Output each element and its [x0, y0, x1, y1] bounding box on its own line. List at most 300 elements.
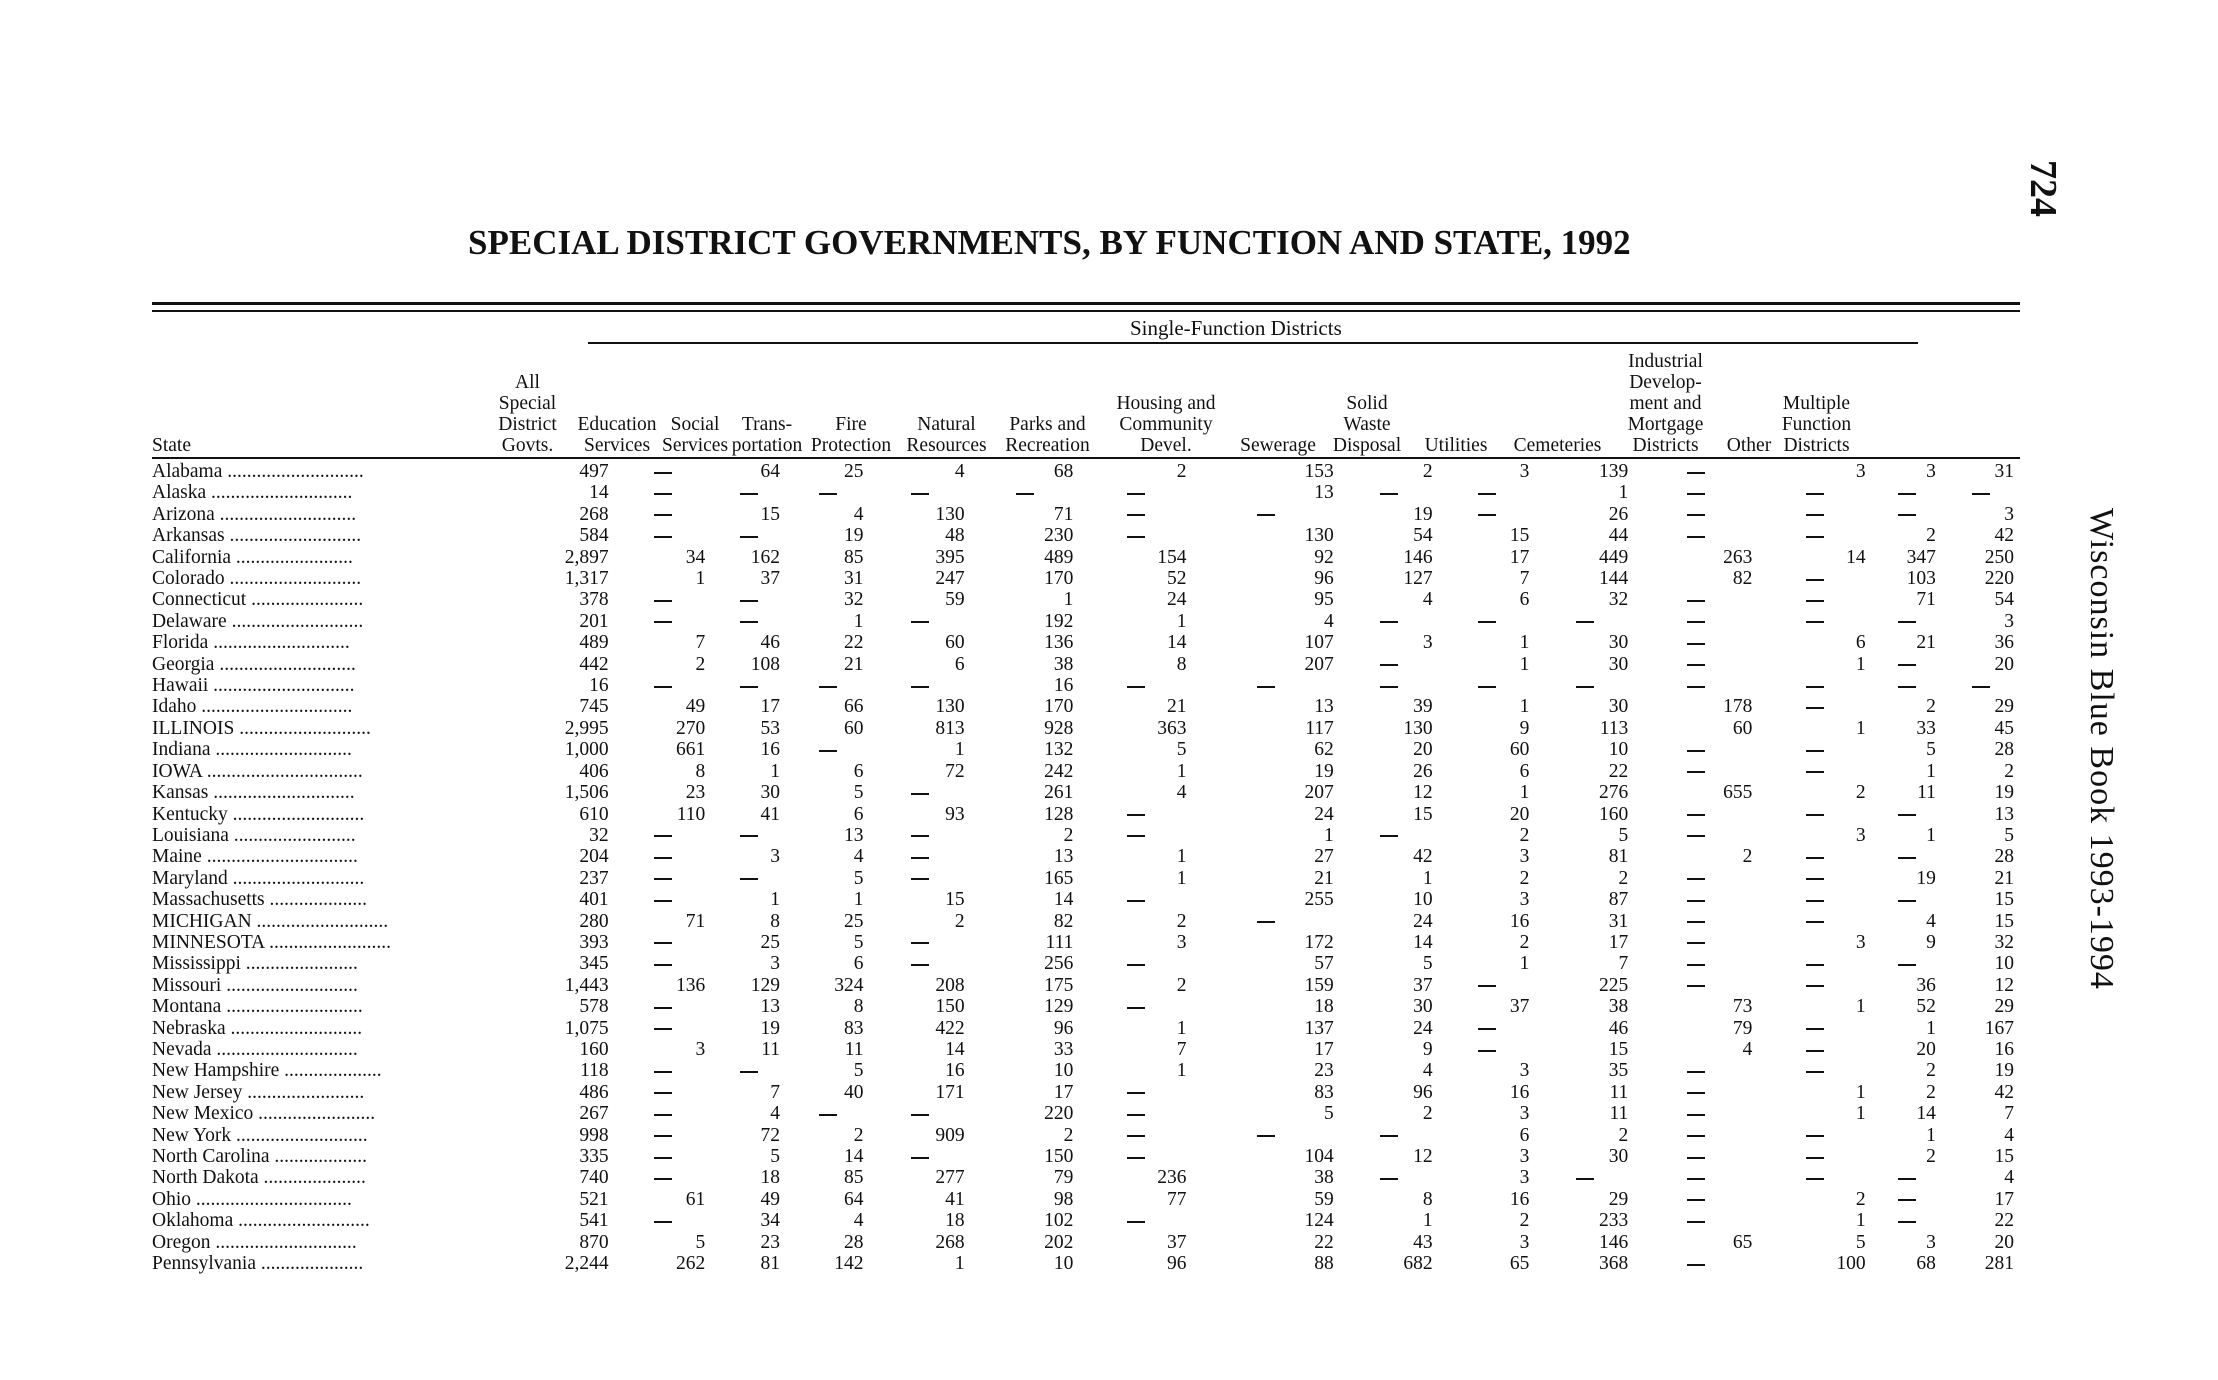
header-line: Special	[498, 393, 557, 414]
cell-education: 49	[685, 696, 706, 718]
dash-mark	[1687, 921, 1705, 923]
cell-utilities: 22	[1608, 760, 1629, 782]
cell-natural-resources: 1	[1063, 589, 1074, 611]
cell-utilities: 15	[1608, 1038, 1629, 1060]
cell-all-special: 280	[579, 910, 609, 932]
table-row	[152, 1189, 2020, 1210]
cell-fire: 130	[935, 503, 965, 525]
cell-industrial	[1758, 739, 1871, 760]
table-row	[152, 911, 2020, 932]
cell-education: 661	[676, 739, 706, 761]
state-name: Connecticut .......................	[152, 589, 364, 611]
dash-mark	[1806, 900, 1824, 902]
cell-education	[615, 996, 712, 1017]
cell-parks	[1079, 1146, 1192, 1167]
cell-solid-waste: 3	[1519, 889, 1530, 911]
cell-cemeteries	[1634, 911, 1758, 932]
cell-all-special: 442	[579, 653, 609, 675]
cell-transportation: 13	[844, 824, 864, 846]
cell-natural-resources: 175	[1044, 974, 1074, 996]
state-name: Missouri ...........................	[152, 974, 358, 996]
cell-cemeteries	[1634, 868, 1758, 889]
header-line: Devel.	[1140, 435, 1192, 456]
dash-mark	[1806, 985, 1824, 987]
cell-transportation: 324	[834, 974, 864, 996]
cell-transportation: 142	[834, 1253, 864, 1275]
dash-mark	[1806, 579, 1824, 581]
dash-mark	[1806, 600, 1824, 602]
cell-multiple: 45	[1994, 717, 2014, 739]
table-row	[152, 718, 2020, 739]
dash-mark	[1380, 1178, 1398, 1180]
cell-multiple: 42	[1994, 525, 2014, 547]
cell-cemeteries	[1634, 889, 1758, 910]
state-name: Delaware ...........................	[152, 610, 364, 632]
cell-parks: 14	[1167, 632, 1187, 654]
cell-multiple: 13	[1994, 803, 2014, 825]
cell-other: 2	[1926, 1060, 1936, 1082]
cell-utilities: 449	[1598, 546, 1629, 568]
header-line: Function	[1781, 414, 1852, 435]
table-row	[152, 675, 2020, 696]
cell-social: 34	[760, 1210, 780, 1232]
cell-multiple: 20	[1994, 653, 2014, 675]
cell-education: 3	[695, 1038, 706, 1060]
cell-other: 2	[1926, 696, 1936, 718]
cell-solid-waste: 2	[1519, 824, 1530, 846]
cell-parks	[1079, 525, 1192, 546]
state-name: Pennsylvania .....................	[152, 1253, 364, 1275]
cell-sewerage: 14	[1413, 931, 1433, 953]
cell-social: 15	[760, 503, 780, 525]
dash-mark	[654, 857, 672, 859]
header-cemeteries	[1501, 344, 1614, 456]
cell-other: 4	[1926, 910, 1936, 932]
cell-education	[615, 1082, 712, 1103]
table-row	[152, 975, 2020, 996]
cell-all-special: 745	[579, 696, 609, 718]
dash-mark	[911, 964, 929, 966]
dash-mark	[1016, 493, 1034, 495]
dash-mark	[1898, 964, 1916, 966]
cell-solid-waste: 37	[1509, 996, 1530, 1018]
cell-utilities: 38	[1608, 996, 1629, 1018]
cell-all-special: 237	[579, 867, 609, 889]
cell-cemeteries	[1634, 654, 1758, 675]
state-name: Florida ............................	[152, 632, 350, 654]
dash-mark	[654, 621, 672, 623]
cell-housing	[1193, 911, 1340, 932]
cell-utilities: 2	[1618, 1124, 1629, 1146]
cell-natural-resources: 928	[1044, 717, 1074, 739]
cell-natural-resources: 128	[1044, 803, 1074, 825]
cell-natural-resources: 96	[1053, 1017, 1074, 1039]
dash-mark	[654, 472, 672, 474]
header-multiple	[1781, 344, 1852, 456]
cell-transportation: 5	[853, 782, 864, 804]
cell-housing: 13	[1314, 482, 1334, 504]
cell-natural-resources: 242	[1044, 760, 1074, 782]
header-line: Services	[661, 435, 729, 456]
cell-solid-waste	[1439, 975, 1536, 996]
cell-solid-waste: 3	[1519, 461, 1530, 482]
cell-solid-waste: 1	[1519, 696, 1530, 718]
cell-industrial: 1	[1855, 1210, 1866, 1232]
cell-fire: 4	[954, 461, 965, 482]
dash-mark	[1687, 493, 1705, 495]
cell-natural-resources: 230	[1044, 525, 1074, 547]
cell-fire: 59	[945, 589, 965, 611]
state-name: Kansas .............................	[152, 782, 355, 804]
cell-housing: 255	[1304, 889, 1334, 911]
cell-other: 5	[1926, 739, 1936, 761]
cell-solid-waste: 3	[1519, 1146, 1530, 1167]
cell-housing: 153	[1304, 461, 1334, 482]
dash-mark	[1478, 1050, 1496, 1052]
table-row	[152, 1060, 2020, 1081]
dash-mark	[1687, 643, 1705, 645]
cell-parks	[1079, 482, 1192, 503]
cell-housing: 130	[1304, 525, 1334, 547]
cell-cemeteries	[1634, 1210, 1758, 1231]
dash-mark	[1687, 472, 1705, 474]
cell-transportation: 60	[844, 717, 864, 739]
cell-fire: 1	[954, 739, 965, 761]
cell-all-special: 486	[579, 1081, 609, 1103]
cell-industrial	[1758, 953, 1871, 974]
table-row	[152, 1018, 2020, 1039]
cell-transportation: 22	[844, 632, 864, 654]
cell-all-special: 204	[579, 846, 609, 868]
state-name: New Hampshire ....................	[152, 1060, 382, 1082]
cell-solid-waste: 3	[1519, 1167, 1530, 1189]
cell-other: 36	[1916, 974, 1936, 996]
cell-sewerage: 127	[1403, 568, 1433, 590]
cell-solid-waste: 17	[1509, 546, 1530, 568]
cell-other: 2	[1926, 525, 1936, 547]
dash-mark	[1687, 1135, 1705, 1137]
dash-mark	[1127, 493, 1145, 495]
table-row	[152, 1039, 2020, 1060]
table-row	[152, 739, 2020, 760]
cell-fire	[870, 868, 971, 889]
dash-mark	[1380, 1135, 1398, 1137]
cell-utilities: 146	[1598, 1231, 1629, 1253]
dash-mark	[1898, 493, 1916, 495]
cell-solid-waste: 16	[1509, 1188, 1530, 1210]
cell-natural-resources: 10	[1053, 1060, 1074, 1082]
dash-mark	[1257, 686, 1275, 688]
dash-mark	[1898, 814, 1916, 816]
header-fire	[805, 344, 897, 456]
cell-all-special: 268	[579, 503, 609, 525]
dash-mark	[1806, 707, 1824, 709]
cell-sewerage: 1	[1422, 867, 1433, 889]
cell-housing: 172	[1304, 931, 1334, 953]
cell-other	[1872, 889, 1942, 910]
cell-industrial	[1758, 1060, 1871, 1081]
dash-mark	[1806, 1157, 1824, 1159]
cell-industrial	[1758, 1146, 1871, 1167]
cell-transportation: 32	[844, 589, 864, 611]
header-line: Waste	[1343, 414, 1391, 435]
cell-housing: 57	[1314, 953, 1334, 975]
table-row	[152, 1146, 2020, 1167]
cell-cemeteries: 263	[1723, 546, 1753, 568]
dash-mark	[740, 835, 758, 837]
cell-solid-waste	[1439, 1018, 1536, 1039]
cell-other: 68	[1916, 1253, 1936, 1275]
dash-mark	[1687, 1221, 1705, 1223]
cell-solid-waste: 3	[1519, 1060, 1530, 1082]
cell-social: 72	[760, 1124, 780, 1146]
cell-housing	[1193, 675, 1340, 696]
cell-industrial	[1758, 975, 1871, 996]
table-row	[152, 1232, 2020, 1253]
cell-utilities: 11	[1609, 1103, 1629, 1125]
cell-sewerage	[1340, 675, 1439, 696]
dash-mark	[1478, 621, 1496, 623]
cell-social: 41	[760, 803, 780, 825]
cell-other: 103	[1906, 568, 1936, 590]
state-name: New Mexico ........................	[152, 1103, 376, 1125]
cell-multiple: 42	[1994, 1081, 2014, 1103]
cell-sewerage: 5	[1422, 953, 1433, 975]
cell-cemeteries	[1634, 761, 1758, 782]
dash-mark	[1806, 814, 1824, 816]
cell-housing: 117	[1305, 717, 1334, 739]
cell-education	[615, 1018, 712, 1039]
cell-parks	[1079, 953, 1192, 974]
cell-parks: 1	[1176, 846, 1187, 868]
header-other	[1717, 344, 1781, 456]
dash-mark	[654, 1221, 672, 1223]
cell-transportation: 4	[853, 846, 864, 868]
table-row	[152, 868, 2020, 889]
cell-education: 8	[695, 760, 706, 782]
cell-parks: 37	[1167, 1231, 1187, 1253]
cell-education: 270	[676, 717, 706, 739]
cell-education	[615, 1060, 712, 1081]
dash-mark	[1687, 1071, 1705, 1073]
cell-cemeteries	[1634, 975, 1758, 996]
cell-education	[615, 932, 712, 953]
cell-other	[1872, 504, 1942, 525]
cell-housing: 22	[1314, 1231, 1334, 1253]
cell-utilities: 46	[1608, 1017, 1629, 1039]
dash-mark	[911, 621, 929, 623]
cell-solid-waste: 2	[1519, 867, 1530, 889]
cell-natural-resources: 33	[1053, 1038, 1074, 1060]
cell-fire: 813	[935, 717, 965, 739]
dash-mark	[911, 686, 929, 688]
cell-sewerage: 37	[1413, 974, 1433, 996]
cell-fire: 41	[945, 1188, 965, 1210]
cell-transportation: 2	[853, 1124, 864, 1146]
cell-housing: 1	[1324, 824, 1334, 846]
state-name: Alabama ............................	[152, 461, 364, 482]
cell-other: 33	[1916, 717, 1936, 739]
cell-education	[615, 1125, 712, 1146]
cell-sewerage	[1340, 1125, 1439, 1146]
cell-cemeteries: 79	[1732, 1017, 1753, 1039]
cell-other: 1	[1926, 760, 1936, 782]
dash-mark	[654, 1092, 672, 1094]
dash-mark	[819, 1114, 837, 1116]
cell-multiple: 31	[1994, 461, 2014, 482]
cell-all-special: 345	[579, 953, 609, 975]
cell-social	[711, 525, 786, 546]
cell-all-special: 335	[579, 1146, 609, 1167]
dash-mark	[1576, 686, 1594, 688]
state-name: Hawaii .............................	[152, 675, 355, 697]
cell-parks: 24	[1167, 589, 1187, 611]
dash-mark	[740, 878, 758, 880]
dash-mark	[1127, 1157, 1145, 1159]
table-row	[152, 589, 2020, 610]
cell-fire	[870, 1146, 971, 1167]
cell-social: 25	[760, 931, 780, 953]
cell-social: 108	[750, 653, 780, 675]
state-name: Georgia ............................	[152, 653, 356, 675]
dash-mark	[654, 686, 672, 688]
cell-sewerage: 146	[1403, 546, 1433, 568]
cell-social: 17	[760, 696, 780, 718]
table-row	[152, 846, 2020, 867]
cell-parks: 7	[1176, 1038, 1187, 1060]
cell-sewerage: 3	[1422, 632, 1433, 654]
top-rule-thin	[152, 310, 2020, 312]
cell-all-special: 401	[579, 889, 609, 911]
state-name: MINNESOTA .........................	[152, 931, 391, 953]
dash-mark	[654, 1135, 672, 1137]
cell-parks	[1079, 1125, 1192, 1146]
cell-industrial: 3	[1855, 461, 1866, 482]
cell-education: 61	[685, 1188, 706, 1210]
cell-industrial	[1758, 1018, 1871, 1039]
table-row	[152, 632, 2020, 653]
dash-mark	[1806, 514, 1824, 516]
cell-multiple: 29	[1994, 996, 2014, 1018]
cell-social: 49	[760, 1188, 780, 1210]
cell-education: 23	[685, 782, 706, 804]
cell-fire: 15	[945, 889, 965, 911]
cell-all-special: 578	[579, 996, 609, 1018]
cell-housing: 5	[1324, 1103, 1334, 1125]
cell-education	[615, 482, 712, 503]
cell-natural-resources: 132	[1044, 739, 1074, 761]
cell-education: 5	[695, 1231, 706, 1253]
header-line: Solid	[1346, 393, 1388, 414]
cell-parks: 154	[1157, 546, 1187, 568]
state-name: Mississippi .......................	[152, 953, 358, 975]
table-row	[152, 1103, 2020, 1124]
state-name: Idaho ...............................	[152, 696, 353, 718]
cell-other: 14	[1916, 1103, 1936, 1125]
state-name: Nevada .............................	[152, 1038, 358, 1060]
cell-fire: 909	[935, 1124, 965, 1146]
cell-education	[615, 1210, 712, 1231]
dash-mark	[1687, 1178, 1705, 1180]
dash-mark	[654, 536, 672, 538]
cell-education: 1	[695, 568, 706, 590]
cell-other: 52	[1916, 996, 1936, 1018]
table-title: SPECIAL DISTRICT GOVERNMENTS, BY FUNCTION AND STATE, 1992	[468, 223, 1631, 262]
cell-natural-resources: 68	[1053, 461, 1074, 482]
header-sewerage	[1233, 344, 1323, 456]
dash-mark	[740, 686, 758, 688]
cell-sewerage: 2	[1422, 461, 1433, 482]
cell-education	[615, 846, 712, 867]
cell-sewerage: 26	[1413, 760, 1433, 782]
dash-mark	[911, 835, 929, 837]
cell-utilities: 30	[1608, 653, 1629, 675]
cell-parks: 236	[1157, 1167, 1187, 1189]
cell-social	[711, 675, 786, 696]
table-row	[152, 611, 2020, 632]
cell-solid-waste: 1	[1519, 782, 1530, 804]
header-line: portation	[731, 435, 803, 456]
cell-housing: 137	[1304, 1017, 1334, 1039]
state-name: Arizona ............................	[152, 503, 357, 525]
header-line: District	[498, 414, 557, 435]
cell-other: 347	[1906, 546, 1936, 568]
cell-housing: 18	[1314, 996, 1334, 1018]
cell-education	[615, 953, 712, 974]
cell-transportation: 31	[844, 568, 864, 590]
cell-natural-resources: 2	[1063, 1124, 1074, 1146]
cell-housing: 24	[1314, 803, 1334, 825]
cell-sewerage: 1	[1422, 1210, 1433, 1232]
cell-transportation: 85	[844, 546, 864, 568]
dash-mark	[1806, 878, 1824, 880]
table-row	[152, 825, 2020, 846]
cell-utilities: 7	[1618, 953, 1629, 975]
cell-transportation: 64	[844, 1188, 864, 1210]
table-row	[152, 1125, 2020, 1146]
dash-mark	[1806, 1135, 1824, 1137]
cell-other	[1872, 611, 1942, 632]
cell-sewerage	[1340, 611, 1439, 632]
header-line: Parks and	[1009, 414, 1086, 435]
cell-fire: 277	[935, 1167, 965, 1189]
state-name: MICHIGAN ...........................	[152, 910, 389, 932]
dash-mark	[1687, 1092, 1705, 1094]
cell-solid-waste: 7	[1519, 568, 1530, 590]
cell-multiple: 220	[1984, 568, 2014, 590]
cell-multiple	[1942, 482, 2020, 503]
cell-transportation: 5	[853, 931, 864, 953]
cell-all-special: 998	[579, 1124, 609, 1146]
cell-industrial: 100	[1836, 1253, 1866, 1275]
cell-industrial	[1758, 1167, 1871, 1188]
cell-cemeteries	[1634, 1103, 1758, 1124]
cell-fire: 150	[935, 996, 965, 1018]
cell-utilities: 368	[1598, 1253, 1629, 1275]
cell-housing: 83	[1314, 1081, 1334, 1103]
cell-natural-resources: 98	[1053, 1188, 1074, 1210]
cell-multiple: 4	[2004, 1167, 2014, 1189]
state-name: Maine ...............................	[152, 846, 358, 868]
cell-education	[615, 504, 712, 525]
header-parks	[996, 344, 1099, 456]
cell-social: 37	[760, 568, 780, 590]
cell-transportation: 19	[844, 525, 864, 547]
state-name: Arkansas ...........................	[152, 525, 362, 547]
cell-cemeteries: 65	[1732, 1231, 1753, 1253]
cell-solid-waste: 15	[1509, 525, 1530, 547]
dash-mark	[1127, 964, 1145, 966]
